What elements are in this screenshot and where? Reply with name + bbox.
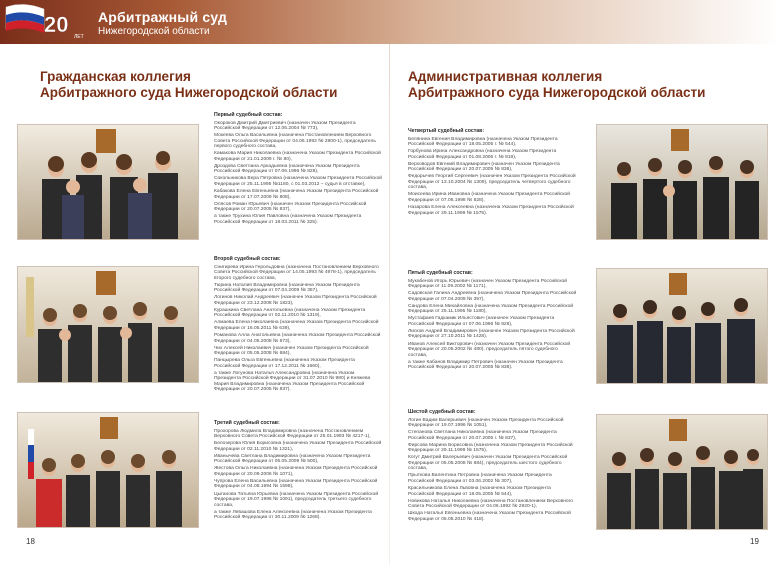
judge-entry: Жестова Ольга Николаевна (назначена Указом Президента Российской Федерации от 20.09.2006 № 1071), <box>214 466 378 477</box>
judge-entry: Окороков Дмитрий Дмитриевич (назначен Указом Президента Российской Федерации от 12.06.2004 № 773), <box>214 120 356 132</box>
administrative-collegium-title-line2: Арбитражного суда Нижегородской области <box>408 85 706 100</box>
header-bar <box>0 0 780 44</box>
logo-number: 20 <box>44 12 69 37</box>
judge-entry: Новикова Наталья Николаевна (назначена Постановлением Верховного Совета Российской Федерации от 04.06.1992 № 2920-1), <box>408 498 574 510</box>
judge-entry: Белозерова Юлия Борисовна (назначена Указом Президента Российской Федерации от 02.11.2010 № 1321), <box>214 441 382 452</box>
judge-entry: Верховодов Евгений Владимирович (назначен Указом Президента Российской Федерации от 20.07.2005 № 838), <box>408 161 560 173</box>
judge-entry: Прыткова Валентина Петровна (назначена Указом Президента Российской Федерации от 03.06.2002 № 307), <box>408 473 552 485</box>
judge-entry: Алмаева Елена Николаевна (назначена Указом Президента Российской Федерации от 16.05.2011 № 639), <box>214 320 379 332</box>
judge-entry: Садовская Галина Андреевна (назначена Указом Президента Российской Федерации от 07.04.2009 № 357), <box>408 291 577 302</box>
page-spread-divider <box>389 44 390 565</box>
judge-entry: Сандова Елена Михайловна (назначена Указом Президента Российской Федерации от 25.11.1995 № 1180), <box>408 303 574 315</box>
group-photo-sixth-panel <box>596 414 768 530</box>
judge-entry: Федорычев Георгий Сергеевич (назначен Указом Президента Российской Федерации от 13.10.2004 № 1309), председатель четвертого судебного состава, <box>408 174 576 191</box>
judge-entry: Курашкина Светлана Анатольевна (назначена Указом Президента Российской Федерации от 02.11.2010 № 1319), <box>214 307 366 319</box>
judge-entry: Моисеева Ирина Ивановна (назначена Указом Президента Российской Федерации от 07.06.1998 № 828), <box>408 192 571 204</box>
judge-entry: Цыганова Татьяна Юрьевна (назначена Указом Президента Российской Федерации от 19.07.1996 № 1091), председатель третьего судебного состава, <box>214 491 379 508</box>
administrative-collegium-title <box>408 69 705 101</box>
judge-entry: Дроздова Светлана Аркадьевна (назначена Указом Президента Российской Федерации от 07.06.1996 № 828), <box>214 163 360 175</box>
civil-collegium-title <box>40 69 337 101</box>
group-photo-fifth-panel <box>596 268 768 384</box>
judge-entry: а также Трухина Юлия Павловна (назначена Указом Президента Российской Федерации от 18.03.2011 № 325). <box>214 214 362 225</box>
judge-entry: а также Левашова Елена Алексеевна (назначена Указом Президента Российской Федерации от 30.11.2009 № 1268). <box>214 509 372 521</box>
fifth-composition-block <box>408 271 578 372</box>
judge-entry: Снигирева Ирина Герольдовна (назначена Постановлением Верховного Совета Российской Федерации от 14.05.1993 № 4978-1), председатель второго судебного состава, <box>214 264 379 281</box>
judge-entry: а также Кабанов Владимир Петрович (назначен Указом Президента Российской Федерации от 20.07.2005 № 838). <box>408 359 563 371</box>
judge-entry: Мустафаев Гадкамик Ильястович (назначен Указом Президента Российской Федерации от 07.06.1996 № 828), <box>408 316 555 327</box>
judge-entry: Степанова Светлана Николаевна (назначена Указом Президента Российской Федерации от 20.07.2005 г. № 837), <box>408 430 557 441</box>
judge-entry: Олясов Роман Юрьевич (назначен Указом Президента Российской Федерации от 20.07.2005 № 837), <box>214 201 367 213</box>
judge-entry: Шкода Наталья Евгеньевна (назначена Указом Президента Российской Федерации от 05.05.2010 № 418). <box>408 511 571 522</box>
court-region: Нижегородской области <box>98 26 210 37</box>
anniversary-flag-logo <box>4 1 88 45</box>
judge-entry: Камакова Мария Николаевна (назначена Указом Президента Российской Федерации от 21.01.2009 г. № 80), <box>214 151 381 162</box>
group-photo-fourth-panel <box>596 124 768 240</box>
judge-entry: Белянина Евгения Владимировна (назначена Указом Президента Российской Федерации от 18.05.2005 г. № 544), <box>408 136 558 148</box>
judge-entry: Прохорова Людмила Владимировна (назначена Постановлением Верховного Совета Российской Федерации от 25.01.1993 № 4217-1), <box>214 428 371 440</box>
group-photo-second-panel <box>17 266 199 383</box>
judge-entry: Мукабенов Игорь Юрьевич (назначен Указом Президента Российской Федерации от 11.09.2002 № 1171), <box>408 278 567 290</box>
civil-collegium-title-line2: Арбитражного суда Нижегородской области <box>40 85 338 100</box>
judge-entry: Мокеева Ольга Васильевна (назначена Постановлением Верховного Совета Российской Федерации от 04.06.1992 № 2900-1), председатель первого судебного состава, <box>214 133 376 150</box>
judge-entry: Красильникова Елена Львовна (назначена Указом Президента Российской Федерации от 18.05.2005 № 544), <box>408 486 551 497</box>
judge-entry: Горбунова Ирина Александровна (назначена Указом Президента Российской Федерации от 01.08.2006 г. № 819), <box>408 149 557 160</box>
judge-entry: Кабакова Елена Евгеньевна (назначена Указом Президента Российской Федерации от 17.07.2009 № 808), <box>214 189 379 200</box>
block-heading: Шестой судебный состав: <box>408 409 476 415</box>
block-heading: Пятый судебный состав: <box>408 270 473 276</box>
fourth-composition-block <box>408 129 578 218</box>
judge-entry: Иванов Алексей Викторович (назначен Указом Президента Российской Федерации от 20.05.2002 № 480), председатель пятого судебного состава, <box>408 341 571 358</box>
block-heading: Четвертый судебный состав: <box>408 128 485 134</box>
judge-entry: Чих Алексей Николаевич (назначен Указом Президента Российской Федерации от 05.05.2008 № 684), <box>214 345 369 357</box>
court-name: Арбитражный суд <box>98 9 228 25</box>
judge-entry: Иванычева Светлана Владимировна (назначена Указом Президента Российской Федерации от 05.05.2009 № 500), <box>214 453 371 465</box>
page-number-left: 18 <box>26 537 35 546</box>
group-photo-first-panel <box>17 124 199 240</box>
logo-caption: ЛЕТ <box>74 34 84 40</box>
sixth-composition-block <box>408 410 578 524</box>
judge-entry: Лисков Андрей Владимирович (назначен Указом Президента Российской Федерации от 27.10.2011 № 1428), <box>408 328 575 340</box>
judge-entry: Назарова Елена Алексеевна (назначена Указом Президента Российской Федерации от 29.11.1999 № 1575). <box>408 205 574 216</box>
first-composition-block <box>214 113 382 227</box>
judge-entry: Когут Дмитрий Валерьевич (назначен Указом Президента Российской Федерации от 05.05.2008 № 684), председатель шестого судебного состава, <box>408 455 568 472</box>
judge-entry: Логинов Николай Андреевич (назначен Указом Президента Российской Федерации от 23.12.2008 № 1823), <box>214 295 377 306</box>
judge-entry: Романова Алла Анатольевна (назначена Указом Президента Российской Федерации от 04.05.2008 № 673), <box>214 333 381 344</box>
group-photo-third-panel <box>17 412 199 528</box>
judge-entry: а также Логунова Наталья Александровна (назначена Указом Президента Российской Федерации от 31.07.2010 № 980) и Княжева Мария Владимировна (назначена Указом Президента Российской Федерации от 20.07.2005 № 837). <box>214 370 371 393</box>
civil-collegium-title-line1: Гражданская коллегия <box>40 69 191 84</box>
page-number-right: 19 <box>750 537 759 546</box>
administrative-collegium-title-line1: Административная коллегия <box>408 69 603 84</box>
judge-entry: Панцырева Ольга Евгеньевна (назначена Указом Президента Российской Федерации от 17.12.2011 № 1660), <box>214 358 355 369</box>
third-composition-block <box>214 421 382 522</box>
block-heading: Первый судебный состав: <box>214 112 283 118</box>
judge-entry: Фирсова Марина Борисовна (назначена Указом Президента Российской Федерации от 29.11.1999 № 1575), <box>408 442 573 454</box>
judge-entry: Тюрина Наталия Владимировна (назначена Указом Президента Российской Федерации от 07.04.2009 № 357), <box>214 282 360 294</box>
judge-entry: Сокольникова Вера Петровна (назначена Указом Президента Российской Федерации от 25.11.1995 №1180, с 01.03.2012 – судья в отставке), <box>214 176 382 188</box>
judge-entry: Логин Вадим Валерьевич (назначен Указом Президента Российской Федерации от 19.07.1996 № 1051), <box>408 417 564 429</box>
block-heading: Третий судебный состав: <box>214 420 280 426</box>
judge-entry: Чупрова Елена Васильевна (назначена Указом Президента Российской Федерации от 04.08.1994 № 1598), <box>214 478 378 490</box>
block-heading: Второй судебный состав: <box>214 256 281 262</box>
second-composition-block <box>214 257 382 395</box>
